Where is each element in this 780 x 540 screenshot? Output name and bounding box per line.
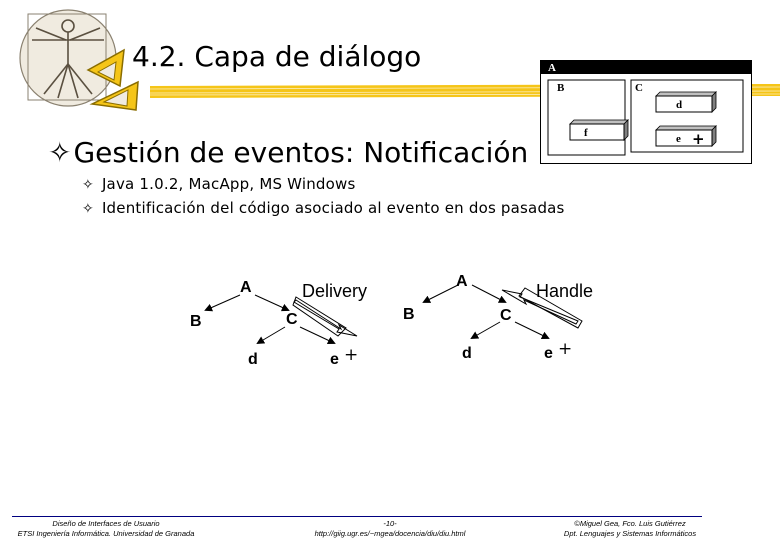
footer-course — [6, 519, 206, 539]
box-d — [656, 92, 716, 112]
event-tree-diagrams — [0, 260, 780, 380]
footer-copyright: ©Miguel Gea, Fco. Luis Gutiérrez — [574, 519, 686, 528]
vitruvian-logo — [0, 0, 150, 112]
slide-title: 4.2. Capa de diálogo — [132, 40, 422, 73]
sparkle-bullet-icon: ✧ — [82, 201, 94, 217]
footer-department: Dpt. Lenguajes y Sistemas Informáticos — [563, 529, 697, 538]
node-c: C — [286, 311, 298, 328]
footer-page — [290, 519, 490, 539]
node-a: A — [240, 279, 252, 296]
node-e: e — [330, 351, 339, 368]
sparkle-bullet-icon: ✧ — [82, 177, 94, 193]
footer-course-name: Diseño de Interfaces de Usuario — [52, 519, 160, 528]
box-f-label: f — [584, 127, 588, 139]
bullet-item — [82, 199, 565, 217]
handle-tree — [403, 273, 593, 362]
delivery-arrow — [293, 297, 357, 336]
node-c: C — [500, 307, 512, 324]
cursor-plus-icon: + — [692, 130, 705, 148]
footer-rule — [12, 516, 702, 517]
window-nesting-diagram — [540, 60, 752, 164]
node-b: B — [190, 313, 202, 330]
cursor-plus-icon: + — [558, 339, 573, 359]
delivery-label: Delivery — [302, 281, 368, 301]
panel-c-label: C — [635, 82, 643, 94]
sparkle-bullet-icon: ✧ — [48, 136, 72, 169]
footer-institution: ETSI Ingeniería Informática. Universidad de Granada — [17, 529, 195, 538]
bullet-text: Java 1.0.2, MacApp, MS Windows — [101, 175, 356, 193]
footer-authors — [550, 519, 710, 539]
page-number: -10- — [383, 519, 397, 528]
panel-b-label: B — [557, 82, 565, 94]
node-d: d — [462, 345, 472, 362]
node-d: d — [248, 351, 258, 368]
box-e-label: e — [676, 133, 681, 145]
box-f — [570, 120, 628, 140]
footer-url: http://giig.ugr.es/~mgea/docencia/diu/diu.html — [314, 529, 466, 538]
handle-label: Handle — [536, 281, 594, 301]
node-a: A — [456, 273, 468, 290]
cursor-plus-icon: + — [344, 345, 359, 365]
node-e: e — [544, 345, 553, 362]
bullet-item — [82, 175, 356, 193]
section-heading-text: Gestión de eventos: Notificación — [73, 136, 529, 169]
box-d-label: d — [676, 99, 683, 111]
bullet-text: Identificación del código asociado al evento en dos pasadas — [101, 199, 565, 217]
section-heading — [48, 136, 528, 169]
window-a-label: A — [548, 62, 556, 74]
box-e — [656, 126, 716, 148]
delivery-tree — [190, 279, 367, 368]
node-b: B — [403, 306, 415, 323]
